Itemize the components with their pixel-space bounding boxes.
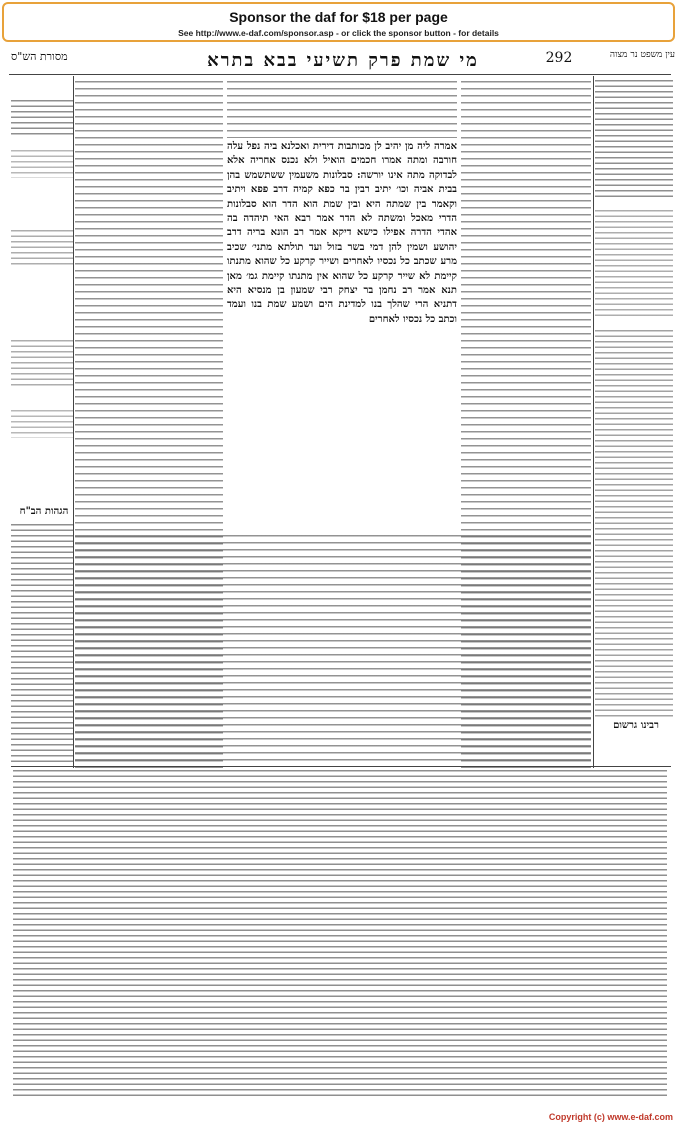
copyright-link[interactable]: Copyright (c) www.e-daf.com [548, 1112, 673, 1122]
header-right-label: עין משפט נר מצוה [609, 50, 675, 60]
right-divider [593, 76, 594, 768]
sponsor-title[interactable]: Sponsor the daf for $18 per page [229, 9, 448, 25]
gemara-continuation: מאן תנא אמר רב נחמן בר יצחק רבי שמעון בן מנסיא היא דתניא הרי שהלך בנו למדינת הים ושמע שמת בנו ועמד וכתב כל נכסיו לאחרים [227, 270, 457, 325]
hagahot-title: הגהות הב"ח [19, 506, 69, 517]
header-left-label: מסורת הש"ס [11, 50, 68, 63]
mishna-text: שכיב מרע שכתב כל נכסיו לאחרים ושייר קרקע כל שהוא מתנתו קיימת לא שייר קרקע כל שהוא אין מתנתו קיימת [227, 241, 457, 282]
rabbenu-gershom-title: רבינו גרשום [613, 720, 659, 731]
footer-notes-block [13, 768, 667, 1100]
gemara-text: אמרה ליה מן יהיב לן מכותבות דירית ואכלנא ביה נפל עלה חורבה ומתה אמרו חכמים הואיל ולא נכנס אחריה אלא לבדוקה מתה אינו יורשה: סבלונות משעמין ששתשמש בהן בבית אביה וכו׳ יתיב רבין בר כפא קמיה דרב פפא ויתיב וקאמר בין שמתה היא ובין שמת הוא הדר הוא סבלונות הדרי מאכל ומשתה לא הדר אמר רבא האי תיהדה בה אהדי הדרה אפילו כישא דיקא אמר רב הונא בריה דרב יהושע ושמין להן דמי בשר בזול ועד תולתא [227, 141, 457, 253]
sponsor-banner[interactable] [2, 2, 675, 42]
sponsor-subtitle[interactable]: See http://www.e-daf.com/sponsor.asp - or click the sponsor button - for details [178, 28, 499, 38]
header-rule [9, 74, 671, 75]
left-divider [73, 76, 74, 768]
lower-commentary-block [75, 532, 591, 764]
hagahot-column [11, 522, 73, 762]
page-title: מי שמת פרק תשיעי בבא בתרא [207, 50, 479, 71]
mishna-label: מתני׳ [251, 241, 273, 253]
gemara-column [227, 140, 457, 530]
gemara-label: גמ׳ [246, 270, 258, 282]
talmud-page [3, 48, 676, 1108]
ein-mishpat-column [595, 78, 673, 768]
footer-rule [11, 766, 671, 767]
commentary-top-block [227, 78, 457, 138]
masoret-hashas-column [11, 78, 73, 498]
page-number: 292 [545, 50, 573, 66]
